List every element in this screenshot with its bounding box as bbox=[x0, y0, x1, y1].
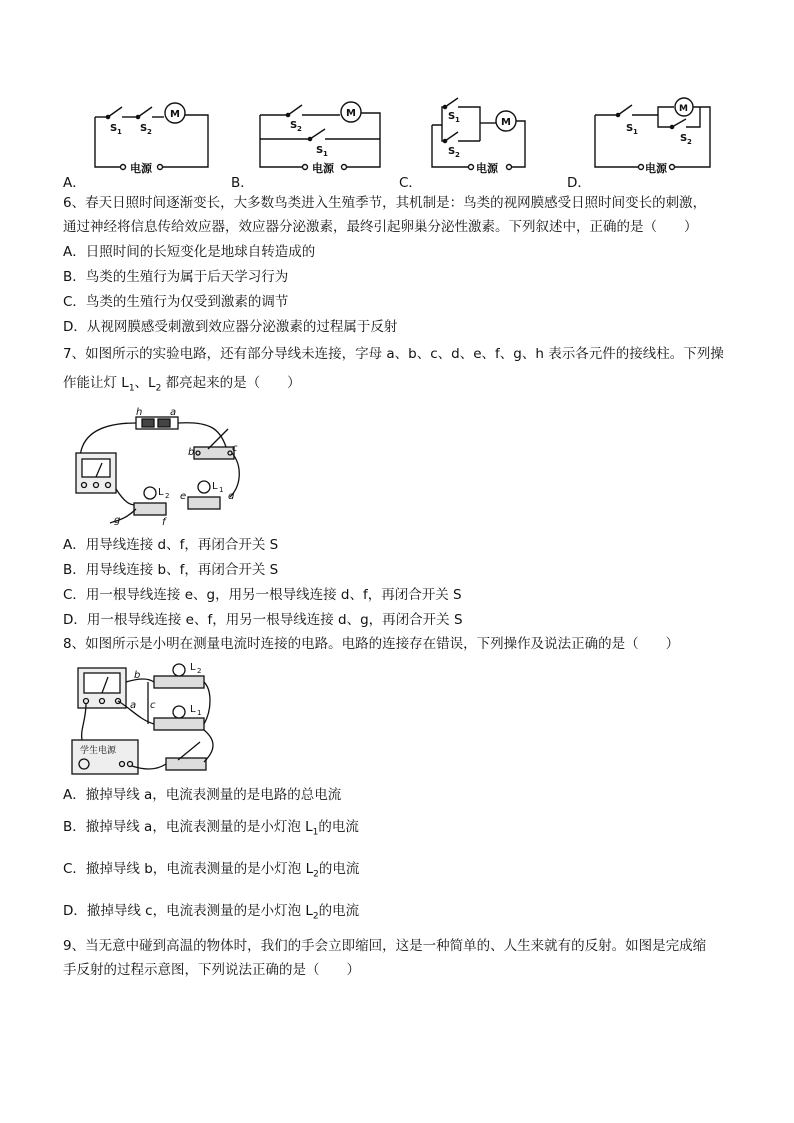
label-b: b bbox=[134, 670, 141, 681]
q7-stem-line2 bbox=[63, 373, 301, 399]
label-a: a bbox=[130, 700, 137, 711]
q9-stem-line2: 手反射的过程示意图，下列说法正确的是（ ） bbox=[63, 962, 360, 978]
circuit-d-source: 电源 bbox=[645, 162, 667, 175]
circuit-c-source: 电源 bbox=[476, 162, 498, 175]
q7-option-a[interactable]: A．用导线连接 d、f，再闭合开关 S bbox=[63, 537, 279, 553]
label-l2: L bbox=[158, 487, 164, 498]
circuit-b bbox=[260, 102, 380, 170]
q8-option-c-post: 的电流 bbox=[318, 861, 360, 877]
q8-option-d[interactable] bbox=[63, 901, 359, 927]
circuit-a-s2: S bbox=[140, 123, 148, 134]
circuit-b-s2: S bbox=[290, 120, 298, 131]
circuit-b-motor: M bbox=[346, 108, 356, 119]
q7-option-d[interactable]: D．用一根导线连接 e、f，用另一根导线连接 d、g，再闭合开关 S bbox=[63, 612, 463, 628]
label-b: b bbox=[188, 447, 195, 458]
circuit-c-s2: S bbox=[448, 146, 456, 157]
q8-option-a-text: A．撤掉导线 a，电流表测量的是电路的总电流 bbox=[63, 787, 342, 803]
label-l1-sub: 1 bbox=[197, 709, 202, 717]
label-l2-sub: 2 bbox=[197, 667, 202, 675]
q8-option-d-sub: 2 bbox=[312, 911, 319, 922]
label-h: h bbox=[136, 407, 143, 418]
q6-option-a[interactable]: A．日照时间的长短变化是地球自转造成的 bbox=[63, 244, 316, 260]
q9-stem-line1: 9、当无意中碰到高温的物体时，我们的手会立即缩回，这是一种简单的、人生来就有的反射。如图是完成缩 bbox=[63, 938, 707, 954]
q7-option-c[interactable]: C．用一根导线连接 e、g，用另一根导线连接 d、f，再闭合开关 S bbox=[63, 587, 462, 603]
q8-option-c-text: C．撤掉导线 b，电流表测量的是小灯泡 L bbox=[63, 861, 314, 877]
circuit-d bbox=[595, 98, 710, 170]
q6-option-c[interactable]: C．鸟类的生殖行为仅受到激素的调节 bbox=[63, 294, 289, 310]
q8-option-b-post: 的电流 bbox=[318, 819, 359, 835]
circuit-a-s2-sub: 2 bbox=[147, 128, 152, 136]
label-e: e bbox=[180, 491, 187, 502]
circuit-a-motor: M bbox=[170, 109, 180, 120]
lamp-l1-icon bbox=[154, 718, 204, 730]
circuit-b-s1-sub: 1 bbox=[323, 150, 328, 158]
circuit-c-motor: M bbox=[501, 117, 511, 128]
power-supply-label: 学生电源 bbox=[80, 746, 117, 756]
q5-option-b[interactable]: B． bbox=[231, 175, 254, 191]
label-l1: L bbox=[212, 481, 218, 492]
q8-option-d-text: D．撤掉导线 c，电流表测量的是小灯泡 L bbox=[63, 903, 313, 919]
circuit-d-s1: S bbox=[626, 123, 634, 134]
label-g: g bbox=[114, 515, 121, 526]
q8-option-b-sub: 1 bbox=[312, 827, 319, 838]
circuit-b-s1: S bbox=[316, 145, 324, 156]
q8-option-d-post: 的电流 bbox=[318, 903, 360, 919]
label-l2-sub: 2 bbox=[165, 492, 170, 500]
q8-option-b[interactable] bbox=[63, 817, 359, 843]
circuit-b-source: 电源 bbox=[312, 162, 334, 175]
q8-option-a[interactable] bbox=[63, 785, 341, 805]
circuit-c-s1-sub: 1 bbox=[455, 116, 460, 124]
label-d: d bbox=[228, 491, 235, 502]
label-l1-sub: 1 bbox=[219, 486, 224, 494]
circuit-a-source: 电源 bbox=[130, 162, 152, 175]
circuit-a bbox=[95, 103, 208, 170]
q8-stem: 8、如图所示是小明在测量电流时连接的电路。电路的连接存在错误，下列操作及说法正确的是（ ） bbox=[63, 636, 680, 652]
q6-option-d[interactable]: D．从视网膜感受刺激到效应器分泌激素的过程属于反射 bbox=[63, 319, 398, 335]
circuit-a-s1-sub: 1 bbox=[117, 128, 122, 136]
q7-stem-line1: 7、如图所示的实验电路，还有部分导线未连接，字母 a、b、c、d、e、f、g、h 表示各元件的接线柱。下列操 bbox=[63, 346, 724, 362]
q7-stem-part: 、L bbox=[134, 375, 156, 391]
lamp-l2-icon bbox=[134, 503, 166, 515]
label-f: f bbox=[162, 517, 166, 527]
circuit-c-s1: S bbox=[448, 111, 456, 122]
label-l1: L bbox=[190, 704, 196, 715]
q5-option-d[interactable]: D． bbox=[567, 175, 591, 191]
q8-option-b-text: B．撤掉导线 a，电流表测量的是小灯泡 L bbox=[63, 819, 313, 835]
q5-option-c[interactable]: C． bbox=[399, 175, 422, 191]
q8-option-c-sub: 2 bbox=[313, 869, 319, 880]
circuit-d-s1-sub: 1 bbox=[633, 128, 638, 136]
lamp-l1-icon bbox=[188, 497, 220, 509]
circuit-a-s1: S bbox=[110, 123, 118, 134]
circuit-c-s2-sub: 2 bbox=[455, 151, 460, 159]
q8-figure bbox=[70, 660, 220, 782]
q6-stem-line2: 通过神经将信息传给效应器，效应器分泌激素，最终引起卵巢分泌性激素。下列叙述中，正确的是（ ） bbox=[63, 219, 698, 235]
q7-stem-sub1: 1 bbox=[128, 383, 135, 394]
circuit-d-motor: M bbox=[679, 104, 688, 114]
circuit-b-s2-sub: 2 bbox=[297, 125, 302, 133]
circuit-d-s2: S bbox=[680, 133, 688, 144]
lamp-l2-icon bbox=[154, 676, 204, 688]
q6-stem-line1: 6、春天日照时间逐渐变长，大多数鸟类进入生殖季节，其机制是：鸟类的视网膜感受日照时间变长的刺激， bbox=[63, 195, 707, 211]
q8-option-c[interactable] bbox=[63, 859, 359, 885]
label-a: a bbox=[170, 407, 177, 418]
label-c: c bbox=[150, 700, 156, 711]
label-l2: L bbox=[190, 662, 196, 673]
q7-stem-part: 都亮起来的是（ ） bbox=[161, 375, 301, 391]
q7-option-b[interactable]: B．用导线连接 b、f，再闭合开关 S bbox=[63, 562, 279, 578]
q7-figure-svg bbox=[70, 405, 245, 527]
switch-icon bbox=[166, 758, 206, 770]
q8-figure-svg bbox=[70, 660, 220, 782]
q5-option-a[interactable]: A． bbox=[63, 175, 86, 191]
label-c: c bbox=[232, 443, 238, 454]
q7-stem-sub2: 2 bbox=[155, 383, 162, 394]
q7-stem-part: 作能让灯 L bbox=[63, 375, 129, 391]
q6-option-b[interactable]: B．鸟类的生殖行为属于后天学习行为 bbox=[63, 269, 289, 285]
circuit-d-s2-sub: 2 bbox=[687, 138, 692, 146]
q7-figure bbox=[70, 405, 245, 527]
circuit-c bbox=[432, 98, 525, 170]
